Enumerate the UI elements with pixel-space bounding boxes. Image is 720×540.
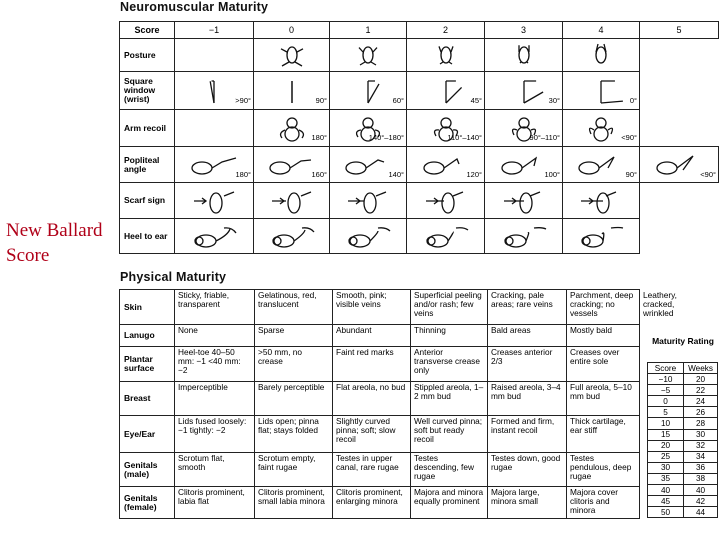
rating-score: 45 <box>648 496 684 507</box>
maneuver-cell <box>563 183 640 219</box>
maneuver-cell <box>175 147 254 183</box>
criterion-cell: Clitoris prominent, enlarging minora <box>333 487 411 519</box>
maneuver-cell <box>640 219 719 254</box>
row-label: Breast <box>120 382 175 416</box>
maneuver-cell <box>640 72 719 110</box>
maneuver-cell <box>330 72 407 110</box>
criterion-cell: Barely perceptible <box>255 382 333 416</box>
rating-weeks: 22 <box>684 385 718 396</box>
criterion-cell: Testes down, good rugae <box>488 453 567 487</box>
maneuver-figure-icon <box>175 221 253 251</box>
physical-table: Skin Sticky, friable, transparent Gelatinous, red, translucent Smooth, pink; visible veins Superficial peeling and/or rash; few veins Cracking, pale areas; rare veins Parchment, deep cracking; no vessels Leathery, cracked, wrinkled Lanugo None Sparse Abundant Thinning Bald areas Mostly bald Plantar surface Heel-toe 40–50 mm: −1 <40 mm: −2 >50 mm, no crease Faint red marks Anterior transverse crease only Creases anterior 2/3 Creases over entire sole Breast Imperceptible Barely perceptible Flat areola, no bud Stippled areola, 1–2 mm bud Raised areola, 3–4 mm bud Full areola, 5–10 mm bud Eye/Ear Lids fused loosely: −1 tightly: −2 Lids open; pinna flat; stays folded Slightly curved pinna; soft; slow recoil Well curved pinna; soft but ready recoil Formed and firm, instant recoil Thick cartilage, ear stiff Genitals (male) Scrotum flat, smooth Scrotum empty, faint rugae Testes in upper canal, rare rugae Testes descending, few rugae Testes down, good rugae Testes pendulous, deep rugae Genitals (female) Clitoris prominent, labia flat Clitoris prominent, small labia minora Clitoris prominent, enlarging minora Majora and minora equally prominent Majora large, minora small Majora cover clitoris and minora <box>119 289 640 519</box>
maneuver-figure-icon <box>485 186 562 216</box>
maturity-rating-title: Maturity Rating <box>652 336 714 346</box>
maneuver-cell <box>563 72 640 110</box>
maneuver-cell <box>330 110 407 147</box>
rating-weeks: 26 <box>684 407 718 418</box>
criterion-cell: Anterior transverse crease only <box>411 347 488 382</box>
maneuver-figure-icon <box>485 221 562 251</box>
criterion-cell: None <box>175 325 255 347</box>
rating-score: 25 <box>648 451 684 462</box>
angle-label: 100° <box>544 169 560 179</box>
maneuver-cell <box>640 39 719 72</box>
maneuver-cell <box>407 219 485 254</box>
rating-weeks: 42 <box>684 496 718 507</box>
angle-label: 180° <box>235 169 251 179</box>
score-col-header: 5 <box>640 22 719 39</box>
maneuver-cell <box>563 39 640 72</box>
criterion-cell: Mostly bald <box>567 325 640 347</box>
criterion-cell: Clitoris prominent, small labia minora <box>255 487 333 519</box>
maneuver-figure-icon <box>563 40 639 70</box>
maneuver-figure-icon <box>407 40 484 70</box>
rating-weeks: 32 <box>684 440 718 451</box>
criterion-cell: Scrotum flat, smooth <box>175 453 255 487</box>
maneuver-figure-icon <box>563 76 639 106</box>
criterion-cell: Stippled areola, 1–2 mm bud <box>411 382 488 416</box>
rating-score: 50 <box>648 507 684 518</box>
score-col-header: −1 <box>175 22 254 39</box>
angle-label: 140° <box>388 169 404 179</box>
criterion-cell: Testes pendulous, deep rugae <box>567 453 640 487</box>
rating-score: 10 <box>648 418 684 429</box>
rating-weeks: 40 <box>684 485 718 496</box>
row-label: Genitals (male) <box>120 453 175 487</box>
score-col-header: 2 <box>407 22 485 39</box>
angle-label: <90° <box>621 133 637 142</box>
score-col-header: 3 <box>485 22 563 39</box>
neuromuscular-table <box>119 21 719 254</box>
rating-weeks: 44 <box>684 507 718 518</box>
maneuver-cell <box>330 147 407 183</box>
angle-label: 180° <box>311 133 327 142</box>
criterion-cell: >50 mm, no crease <box>255 347 333 382</box>
maneuver-cell <box>175 183 254 219</box>
maneuver-cell <box>175 219 254 254</box>
maneuver-cell <box>407 72 485 110</box>
maneuver-cell <box>485 39 563 72</box>
rating-weeks: 28 <box>684 418 718 429</box>
rating-weeks: 20 <box>684 374 718 385</box>
criterion-cell: Gelatinous, red, translucent <box>255 290 333 325</box>
criterion-cell: Testes in upper canal, rare rugae <box>333 453 411 487</box>
row-label: Popliteal angle <box>120 147 175 183</box>
maneuver-cell <box>330 183 407 219</box>
criterion-cell: Majora and minora equally prominent <box>411 487 488 519</box>
maneuver-figure-icon <box>563 221 639 251</box>
maneuver-cell <box>254 147 330 183</box>
criterion-cell: Bald areas <box>488 325 567 347</box>
score-header: Score <box>120 22 175 39</box>
rating-header: Score <box>648 363 684 374</box>
angle-label: 45° <box>470 95 482 105</box>
maneuver-cell <box>485 110 563 147</box>
maneuver-cell <box>485 219 563 254</box>
criterion-cell: Sparse <box>255 325 333 347</box>
criterion-cell: Sticky, friable, transparent <box>175 290 255 325</box>
maneuver-cell <box>563 110 640 147</box>
maneuver-figure-icon <box>254 186 329 216</box>
angle-label: 60° <box>392 95 404 105</box>
maneuver-cell <box>254 39 330 72</box>
rating-score: −5 <box>648 385 684 396</box>
maneuver-cell <box>407 110 485 147</box>
rating-weeks: 38 <box>684 473 718 484</box>
score-col-header: 0 <box>254 22 330 39</box>
row-label: Genitals (female) <box>120 487 175 519</box>
rating-score: 0 <box>648 396 684 407</box>
angle-label: 140°–180° <box>368 133 404 142</box>
maneuver-cell <box>254 219 330 254</box>
maneuver-cell <box>485 147 563 183</box>
rating-weeks: 24 <box>684 396 718 407</box>
row-label: Eye/Ear <box>120 416 175 453</box>
angle-label: 90°–110° <box>529 133 560 142</box>
maneuver-figure-icon <box>330 40 406 70</box>
rating-header: Weeks <box>684 363 718 374</box>
maneuver-cell <box>330 39 407 72</box>
criterion-cell: Heel-toe 40–50 mm: −1 <40 mm: −2 <box>175 347 255 382</box>
criterion-cell: Majora cover clitoris and minora <box>567 487 640 519</box>
criterion-cell: Full areola, 5–10 mm bud <box>567 382 640 416</box>
maneuver-cell <box>175 72 254 110</box>
rating-score: 35 <box>648 473 684 484</box>
criterion-cell: Smooth, pink; visible veins <box>333 290 411 325</box>
rating-score: 30 <box>648 462 684 473</box>
criterion-cell: Clitoris prominent, labia flat <box>175 487 255 519</box>
angle-label: >90° <box>235 95 251 105</box>
maneuver-figure-icon <box>407 221 484 251</box>
maneuver-figure-icon <box>563 186 639 216</box>
criterion-cell: Cracking, pale areas; rare veins <box>488 290 567 325</box>
criterion-cell: Flat areola, no bud <box>333 382 411 416</box>
row-label: Plantar surface <box>120 347 175 382</box>
rating-score: 15 <box>648 429 684 440</box>
maneuver-cell <box>407 147 485 183</box>
angle-label: 160° <box>311 169 327 179</box>
score-col-header: 1 <box>330 22 407 39</box>
maneuver-cell <box>407 183 485 219</box>
physical-title: Physical Maturity <box>120 270 227 284</box>
row-label: Arm recoil <box>120 110 175 147</box>
maneuver-cell <box>330 219 407 254</box>
criterion-cell: Majora large, minora small <box>488 487 567 519</box>
criterion-cell: Creases anterior 2/3 <box>488 347 567 382</box>
row-label: Scarf sign <box>120 183 175 219</box>
maneuver-cell <box>563 147 640 183</box>
maneuver-cell <box>485 72 563 110</box>
row-label: Lanugo <box>120 325 175 347</box>
maneuver-cell <box>254 72 330 110</box>
angle-label: 90° <box>625 169 637 179</box>
criterion-cell: Thick cartilage, ear stiff <box>567 416 640 453</box>
criterion-cell: Formed and firm, instant recoil <box>488 416 567 453</box>
criterion-cell: Lids open; pinna flat; stays folded <box>255 416 333 453</box>
criterion-cell: Scrotum empty, faint rugae <box>255 453 333 487</box>
score-col-header: 4 <box>563 22 640 39</box>
row-label: Square window (wrist) <box>120 72 175 110</box>
rating-score: −10 <box>648 374 684 385</box>
rating-weeks: 34 <box>684 451 718 462</box>
maneuver-figure-icon <box>330 221 406 251</box>
angle-label: 120° <box>466 169 482 179</box>
criterion-cell: Well curved pinna; soft but ready recoil <box>411 416 488 453</box>
rating-score: 5 <box>648 407 684 418</box>
maneuver-cell <box>640 147 719 183</box>
maneuver-cell <box>175 110 254 147</box>
maneuver-figure-icon <box>175 186 253 216</box>
maneuver-figure-icon <box>254 40 329 70</box>
rating-score: 20 <box>648 440 684 451</box>
side-title: New Ballard Score <box>6 220 103 266</box>
row-label: Skin <box>120 290 175 325</box>
angle-label: <90° <box>700 169 716 179</box>
rating-score: 40 <box>648 485 684 496</box>
rating-weeks: 36 <box>684 462 718 473</box>
maneuver-figure-icon <box>254 221 329 251</box>
maneuver-cell <box>254 183 330 219</box>
criterion-cell: Lids fused loosely: −1 tightly: −2 <box>175 416 255 453</box>
neuromuscular-title: Neuromuscular Maturity <box>120 0 269 14</box>
maturity-rating-table <box>647 362 718 518</box>
maneuver-cell <box>563 219 640 254</box>
maneuver-figure-icon <box>407 186 484 216</box>
maneuver-cell <box>640 183 719 219</box>
maneuver-cell <box>640 110 719 147</box>
angle-label: 30° <box>548 95 560 105</box>
angle-label: 0° <box>629 95 637 105</box>
maneuver-cell <box>485 183 563 219</box>
criterion-cell: Creases over entire sole <box>567 347 640 382</box>
criterion-cell: Slightly curved pinna; soft; slow recoil <box>333 416 411 453</box>
angle-label: 110°–140° <box>447 133 482 142</box>
criterion-cell: Imperceptible <box>175 382 255 416</box>
maneuver-cell <box>175 39 254 72</box>
maneuver-figure-icon <box>485 40 562 70</box>
criterion-cell: Faint red marks <box>333 347 411 382</box>
maneuver-cell <box>254 110 330 147</box>
rating-weeks: 30 <box>684 429 718 440</box>
criterion-cell: Thinning <box>411 325 488 347</box>
criterion-cell: Parchment, deep cracking; no vessels <box>567 290 640 325</box>
angle-label: 90° <box>315 95 327 105</box>
criterion-cell: Abundant <box>333 325 411 347</box>
row-label: Heel to ear <box>120 219 175 254</box>
maneuver-figure-icon <box>330 186 406 216</box>
maneuver-cell <box>407 39 485 72</box>
criterion-cell: Testes descending, few rugae <box>411 453 488 487</box>
criterion-cell: Raised areola, 3–4 mm bud <box>488 382 567 416</box>
row-label: Posture <box>120 39 175 72</box>
criterion-cell: Superficial peeling and/or rash; few veins <box>411 290 488 325</box>
